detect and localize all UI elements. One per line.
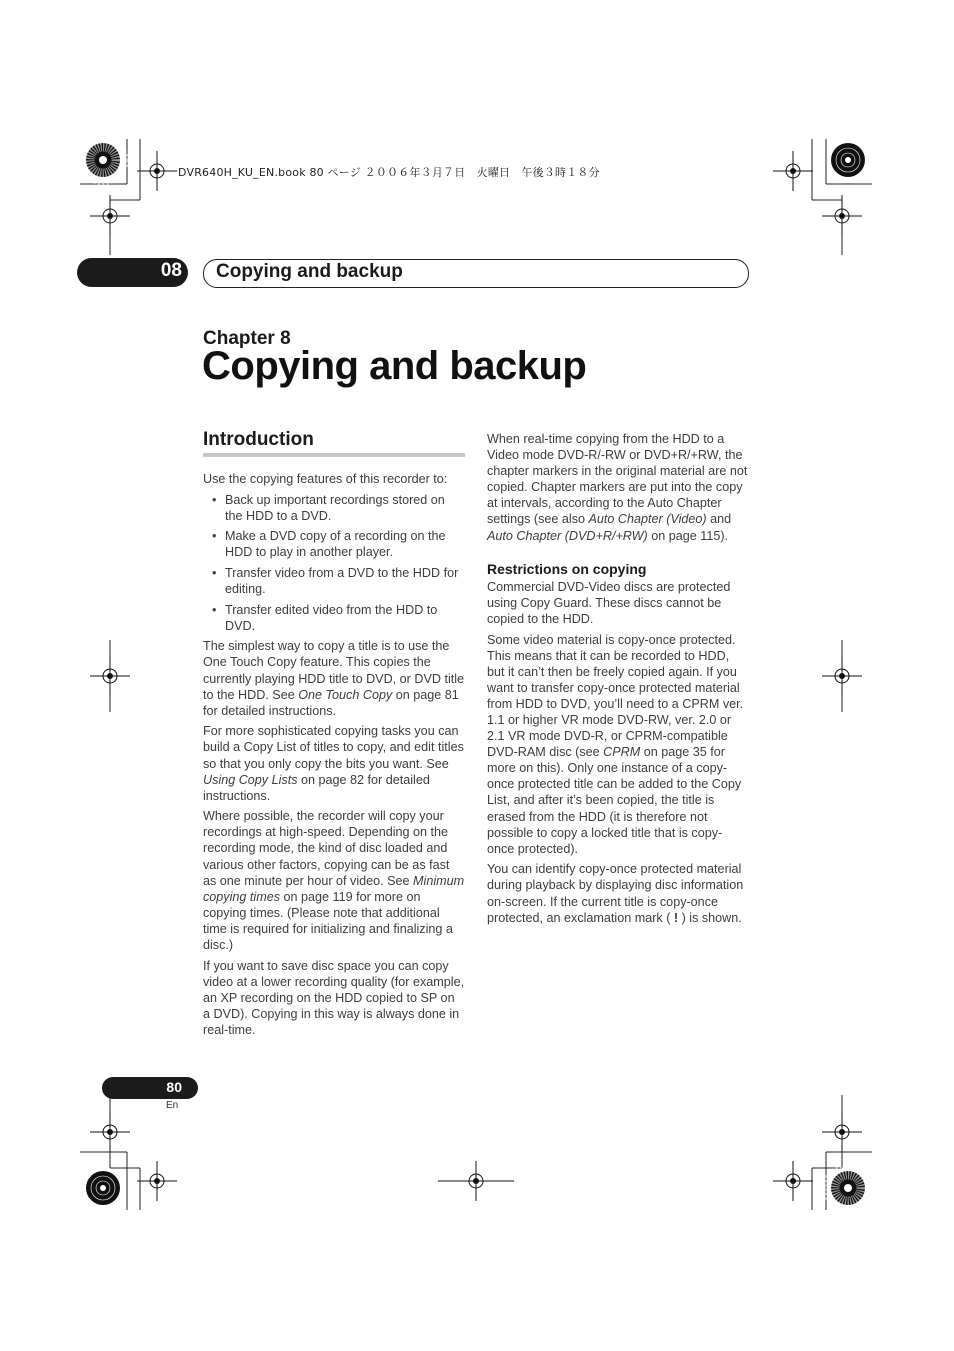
print-file-header: DVR640H_KU_EN.book 80 ページ ２００６年３月７日 火曜日 午後３時１８分 [178, 166, 600, 179]
running-header-title: Copying and backup [216, 261, 403, 282]
page-number: 80 [166, 1079, 182, 1095]
intro-paragraph: Use the copying features of this recorder to: [203, 472, 448, 486]
paragraph [487, 431, 749, 544]
paragraph [487, 632, 749, 857]
cross-reference: One Touch Copy [298, 687, 393, 702]
paragraph [487, 861, 749, 925]
cross-reference: Minimum copying times [203, 873, 465, 904]
running-header-box [203, 259, 749, 288]
paragraph: If you want to save disc space you can copy video at a lower recording quality (for example, an XP recording on the HDD copied to SP on a DVD). Copying in this way is always done in real-time. [203, 958, 465, 1037]
cross-reference: Using Copy Lists [203, 772, 298, 787]
chapter-title: Copying and backup [202, 344, 587, 388]
text: on page 119 for more on copying times. (Please note that additional time is required for initializing and finalizing a disc.) [203, 889, 453, 953]
text: ) is shown. [681, 910, 742, 925]
section-heading-introduction: Introduction [203, 429, 314, 450]
text: on page 82 for detailed instructions. [203, 772, 430, 803]
section-heading-rule [203, 453, 465, 457]
text: and [706, 512, 732, 527]
text: on page 115). [647, 528, 729, 543]
cross-reference: CPRM [603, 745, 641, 760]
page-language: En [166, 1100, 179, 1111]
paragraph [203, 808, 465, 953]
chapter-label: Chapter 8 [203, 328, 291, 349]
cross-reference: Auto Chapter (DVD+R/+RW) [487, 528, 648, 543]
paragraph [203, 638, 465, 718]
paragraph: Commercial DVD-Video discs are protected using Copy Guard. These discs cannot be copied to the HDD. [487, 579, 731, 626]
text: on page 81 for detailed instructions. [203, 687, 459, 718]
left-column [203, 471, 465, 1043]
list-item: • Make a DVD copy of a recording on the HDD to play in another player. [203, 528, 465, 560]
list-item: • Back up important recordings stored on the HDD to a DVD. [203, 492, 465, 524]
text: The simplest way to copy a title is to use the One Touch Copy feature. This copies the currently playing HDD title to DVD, or DVD title to the HDD. See [203, 639, 465, 702]
text: on page 35 for more on this). Only one instance of a copy-once protected title can be added to the Copy List, and after it’s been copied, the title is erased from the HDD (it is therefore not possible to copy a locked title that is copy-once protected). [487, 745, 742, 856]
text: Where possible, the recorder will copy your recordings at high-speed. Depending on the recording mode, the kind of disc loaded and various other factors, copying can be as fast as one minute per hour of video. See [203, 809, 450, 888]
chapter-number-tab [77, 258, 188, 287]
list-item: • Transfer video from a DVD to the HDD for editing. [203, 565, 465, 597]
page-number-tab [102, 1077, 198, 1099]
exclamation-mark-icon: ! [670, 910, 682, 925]
text: You can identify copy-once protected material during playback by displaying disc information on-screen. If the current title is copy-once protected, an exclamation mark ( [487, 862, 744, 925]
cross-reference: Auto Chapter (Video) [588, 512, 707, 527]
paragraph [203, 723, 465, 803]
feature-list [203, 492, 465, 634]
chapter-number: 08 [160, 260, 182, 281]
list-item: • Transfer edited video from the HDD to DVD. [203, 602, 465, 634]
subheading-restrictions: Restrictions on copying [487, 560, 647, 577]
text: When real-time copying from the HDD to a Video mode DVD-R/-RW or DVD+R/+RW, the chapter markers in the original material are not copied. Chapter markers are put into the copy at intervals, according to the Auto Chapter settings (see also [487, 432, 748, 527]
text: For more sophisticated copying tasks you can build a Copy List of titles to copy, and edit titles so that you only copy the bits you want. See [203, 724, 464, 771]
text: Some video material is copy-once protected. This means that it can be recorded to HDD, but it can’t then be freely copied again. If you want to transfer copy-once protected material from HDD to DVD, you’ll need to a CPRM ver. 1.1 or higher VR mode DVD-RW, ver. 2.0 or 2.1 VR mode DVD-R, or CPRM-compatible DVD-RAM disc (see [487, 632, 744, 760]
right-column [487, 431, 749, 930]
